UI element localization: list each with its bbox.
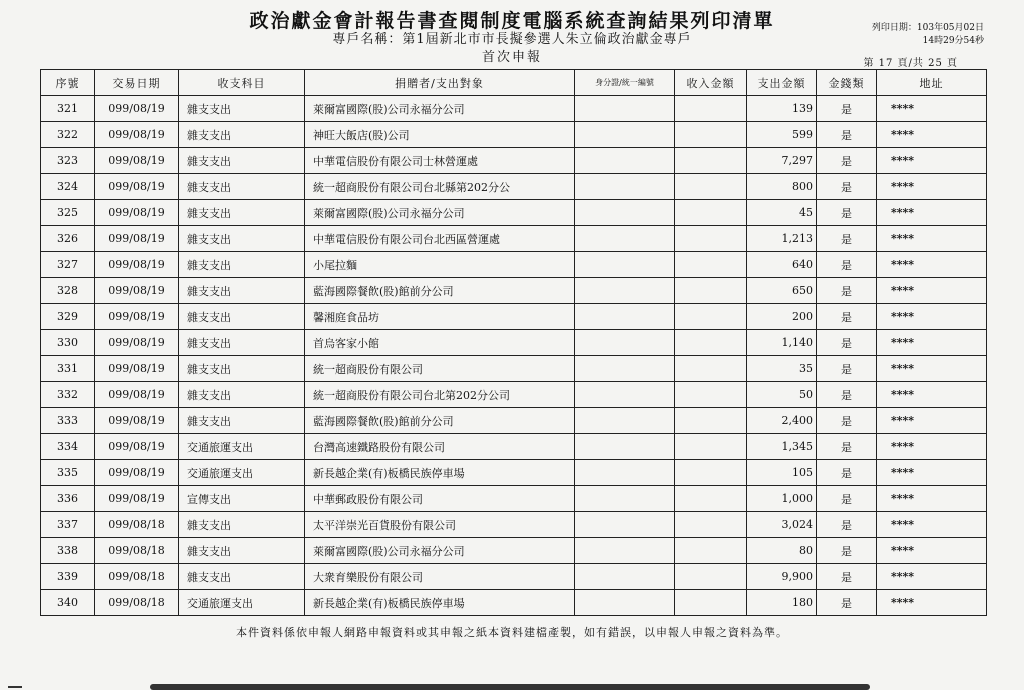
cell-payee: 統一超商股份有限公司台北縣第202分公 — [305, 174, 575, 200]
cell-payee: 台灣高速鐵路股份有限公司 — [305, 434, 575, 460]
cell-category: 雜支支出 — [179, 148, 305, 174]
cell-monetary: 是 — [817, 330, 877, 356]
cell-income — [675, 486, 747, 512]
cell-expense: 80 — [747, 538, 817, 564]
cell-address: **** — [877, 174, 987, 200]
cell-date: 099/08/19 — [95, 278, 179, 304]
cell-category: 雜支支出 — [179, 226, 305, 252]
cell-expense: 1,345 — [747, 434, 817, 460]
cell-id — [575, 226, 675, 252]
cell-income — [675, 408, 747, 434]
cell-seq: 332 — [41, 382, 95, 408]
cell-id — [575, 122, 675, 148]
table-row — [41, 512, 987, 538]
cell-id — [575, 590, 675, 616]
cell-payee: 藍海國際餐飲(股)館前分公司 — [305, 408, 575, 434]
cell-date: 099/08/19 — [95, 304, 179, 330]
cell-income — [675, 512, 747, 538]
cell-category: 雜支支出 — [179, 564, 305, 590]
cell-income — [675, 538, 747, 564]
cell-id — [575, 512, 675, 538]
cell-category: 雜支支出 — [179, 122, 305, 148]
cell-seq: 334 — [41, 434, 95, 460]
print-time: 14時29分54秒 — [922, 36, 984, 46]
cell-payee: 萊爾富國際(股)公司永福分公司 — [305, 200, 575, 226]
cell-payee: 萊爾富國際(股)公司永福分公司 — [305, 96, 575, 122]
cell-address: **** — [877, 226, 987, 252]
cell-seq: 340 — [41, 590, 95, 616]
cell-date: 099/08/19 — [95, 356, 179, 382]
cell-expense: 105 — [747, 460, 817, 486]
cell-seq: 321 — [41, 96, 95, 122]
table-row — [41, 434, 987, 460]
cell-id — [575, 304, 675, 330]
cell-monetary: 是 — [817, 304, 877, 330]
cell-income — [675, 590, 747, 616]
cell-date: 099/08/19 — [95, 226, 179, 252]
cell-category: 雜支支出 — [179, 408, 305, 434]
cell-monetary: 是 — [817, 356, 877, 382]
cell-expense: 35 — [747, 356, 817, 382]
cell-date: 099/08/18 — [95, 564, 179, 590]
cell-category: 交通旅運支出 — [179, 590, 305, 616]
cell-monetary: 是 — [817, 434, 877, 460]
cell-address: **** — [877, 590, 987, 616]
table-header-row — [41, 70, 987, 96]
cell-address: **** — [877, 278, 987, 304]
cell-income — [675, 330, 747, 356]
cell-category: 雜支支出 — [179, 200, 305, 226]
cell-category: 交通旅運支出 — [179, 434, 305, 460]
cell-income — [675, 304, 747, 330]
cell-income — [675, 460, 747, 486]
cell-date: 099/08/19 — [95, 200, 179, 226]
cell-monetary: 是 — [817, 408, 877, 434]
cell-payee: 中華電信股份有限公司台北西區營運處 — [305, 226, 575, 252]
col-seq: 序號 — [41, 70, 95, 96]
cell-payee: 神旺大飯店(股)公司 — [305, 122, 575, 148]
cell-payee: 中華電信股份有限公司士林營運處 — [305, 148, 575, 174]
cell-category: 雜支支出 — [179, 330, 305, 356]
cell-expense: 9,900 — [747, 564, 817, 590]
table-row — [41, 304, 987, 330]
cell-expense: 599 — [747, 122, 817, 148]
cell-monetary: 是 — [817, 148, 877, 174]
cell-id — [575, 148, 675, 174]
cell-address: **** — [877, 486, 987, 512]
cell-date: 099/08/18 — [95, 538, 179, 564]
cell-id — [575, 330, 675, 356]
cell-income — [675, 382, 747, 408]
table-row — [41, 538, 987, 564]
cell-address: **** — [877, 564, 987, 590]
cell-seq: 338 — [41, 538, 95, 564]
table-row — [41, 122, 987, 148]
cell-monetary: 是 — [817, 564, 877, 590]
cell-payee: 統一超商股份有限公司 — [305, 356, 575, 382]
cell-address: **** — [877, 434, 987, 460]
cell-id — [575, 278, 675, 304]
cell-monetary: 是 — [817, 512, 877, 538]
cell-seq: 331 — [41, 356, 95, 382]
cell-expense: 7,297 — [747, 148, 817, 174]
cell-category: 雜支支出 — [179, 538, 305, 564]
footer-note: 本件資料係依申報人網路申報資料或其申報之紙本資料建檔產製，如有錯誤，以申報人申報之資料為準。 — [236, 626, 788, 639]
cell-address: **** — [877, 304, 987, 330]
cell-id — [575, 200, 675, 226]
cell-income — [675, 226, 747, 252]
table-row — [41, 590, 987, 616]
cell-monetary: 是 — [817, 200, 877, 226]
cell-address: **** — [877, 200, 987, 226]
table-row — [41, 408, 987, 434]
cell-expense: 3,024 — [747, 512, 817, 538]
cell-date: 099/08/18 — [95, 512, 179, 538]
table-row — [41, 226, 987, 252]
cell-payee: 太平洋崇光百貨股份有限公司 — [305, 512, 575, 538]
cell-expense: 1,140 — [747, 330, 817, 356]
table-row — [41, 382, 987, 408]
cell-id — [575, 538, 675, 564]
cell-id — [575, 174, 675, 200]
cell-id — [575, 564, 675, 590]
cell-date: 099/08/19 — [95, 408, 179, 434]
cell-income — [675, 96, 747, 122]
cell-id — [575, 252, 675, 278]
cell-income — [675, 122, 747, 148]
cell-date: 099/08/19 — [95, 174, 179, 200]
cell-expense: 650 — [747, 278, 817, 304]
cell-payee: 新長越企業(有)板橋民族停車場 — [305, 590, 575, 616]
cell-id — [575, 96, 675, 122]
cell-address: **** — [877, 122, 987, 148]
cell-category: 雜支支出 — [179, 304, 305, 330]
table-row — [41, 148, 987, 174]
cell-address: **** — [877, 356, 987, 382]
col-id: 身分證/統一編號 — [575, 70, 675, 96]
cell-seq: 333 — [41, 408, 95, 434]
cell-payee: 中華郵政股份有限公司 — [305, 486, 575, 512]
transactions-table — [40, 69, 987, 616]
cell-monetary: 是 — [817, 460, 877, 486]
cell-income — [675, 174, 747, 200]
table-row — [41, 252, 987, 278]
table-row — [41, 356, 987, 382]
cell-monetary: 是 — [817, 122, 877, 148]
cell-seq: 323 — [41, 148, 95, 174]
cell-expense: 800 — [747, 174, 817, 200]
cell-monetary: 是 — [817, 226, 877, 252]
cell-address: **** — [877, 512, 987, 538]
cell-id — [575, 486, 675, 512]
cell-id — [575, 434, 675, 460]
cell-id — [575, 460, 675, 486]
report-title: 政治獻金會計報告書查閱制度電腦系統查詢結果列印清單 — [249, 10, 775, 32]
cell-date: 099/08/19 — [95, 460, 179, 486]
cell-expense: 180 — [747, 590, 817, 616]
cell-category: 雜支支出 — [179, 278, 305, 304]
cell-id — [575, 382, 675, 408]
cell-date: 099/08/19 — [95, 486, 179, 512]
cell-category: 雜支支出 — [179, 382, 305, 408]
print-date: 列印日期：103年05月02日 — [871, 23, 984, 33]
table-row — [41, 278, 987, 304]
cell-date: 099/08/19 — [95, 252, 179, 278]
scan-edge-line — [150, 684, 870, 690]
cell-expense: 139 — [747, 96, 817, 122]
cell-monetary: 是 — [817, 174, 877, 200]
cell-id — [575, 356, 675, 382]
cell-expense: 200 — [747, 304, 817, 330]
col-category: 收支科目 — [179, 70, 305, 96]
cell-address: **** — [877, 96, 987, 122]
table-row — [41, 200, 987, 226]
table-row — [41, 486, 987, 512]
cell-address: **** — [877, 460, 987, 486]
cell-seq: 328 — [41, 278, 95, 304]
cell-monetary: 是 — [817, 382, 877, 408]
print-info — [872, 22, 984, 48]
cell-date: 099/08/19 — [95, 122, 179, 148]
cell-payee: 萊爾富國際(股)公司永福分公司 — [305, 538, 575, 564]
cell-payee: 首烏客家小館 — [305, 330, 575, 356]
cell-monetary: 是 — [817, 278, 877, 304]
table-row — [41, 96, 987, 122]
col-monetary: 金錢類 — [817, 70, 877, 96]
cell-date: 099/08/19 — [95, 382, 179, 408]
cell-payee: 大衆育樂股份有限公司 — [305, 564, 575, 590]
col-date: 交易日期 — [95, 70, 179, 96]
table-row — [41, 174, 987, 200]
table-row — [41, 330, 987, 356]
cell-income — [675, 200, 747, 226]
cell-address: **** — [877, 408, 987, 434]
cell-income — [675, 278, 747, 304]
report-type: 首次申報 — [481, 50, 542, 65]
col-address: 地址 — [877, 70, 987, 96]
cell-category: 宣傳支出 — [179, 486, 305, 512]
cell-expense: 2,400 — [747, 408, 817, 434]
cell-monetary: 是 — [817, 252, 877, 278]
cell-expense: 1,213 — [747, 226, 817, 252]
cell-address: **** — [877, 148, 987, 174]
cell-category: 雜支支出 — [179, 252, 305, 278]
cell-income — [675, 356, 747, 382]
cell-seq: 336 — [41, 486, 95, 512]
cell-address: **** — [877, 252, 987, 278]
cell-date: 099/08/18 — [95, 590, 179, 616]
cell-expense: 50 — [747, 382, 817, 408]
cell-seq: 324 — [41, 174, 95, 200]
account-name: 專戶名稱：第1屆新北市市長擬參選人朱立倫政治獻金專戶 — [332, 32, 692, 47]
cell-expense: 1,000 — [747, 486, 817, 512]
table-body — [41, 96, 987, 616]
table-row — [41, 460, 987, 486]
col-expense: 支出金額 — [747, 70, 817, 96]
cell-income — [675, 564, 747, 590]
cell-seq: 329 — [41, 304, 95, 330]
cell-seq: 330 — [41, 330, 95, 356]
cell-category: 雜支支出 — [179, 512, 305, 538]
cell-monetary: 是 — [817, 538, 877, 564]
cell-address: **** — [877, 330, 987, 356]
cell-date: 099/08/19 — [95, 96, 179, 122]
cell-monetary: 是 — [817, 96, 877, 122]
cell-payee: 新長越企業(有)板橋民族停車場 — [305, 460, 575, 486]
cell-id — [575, 408, 675, 434]
cell-expense: 45 — [747, 200, 817, 226]
cell-payee: 統一超商股份有限公司台北第202分公司 — [305, 382, 575, 408]
col-payee: 捐贈者/支出對象 — [305, 70, 575, 96]
cell-category: 雜支支出 — [179, 174, 305, 200]
cell-seq: 339 — [41, 564, 95, 590]
cell-income — [675, 148, 747, 174]
cell-address: **** — [877, 382, 987, 408]
cell-seq: 325 — [41, 200, 95, 226]
cell-category: 雜支支出 — [179, 96, 305, 122]
cell-category: 交通旅運支出 — [179, 460, 305, 486]
cell-date: 099/08/19 — [95, 434, 179, 460]
cell-seq: 327 — [41, 252, 95, 278]
cell-payee: 馨湘庭食品坊 — [305, 304, 575, 330]
cell-monetary: 是 — [817, 590, 877, 616]
cell-category: 雜支支出 — [179, 356, 305, 382]
cell-expense: 640 — [747, 252, 817, 278]
col-income: 收入金額 — [675, 70, 747, 96]
scan-edge-mark — [8, 686, 22, 688]
cell-date: 099/08/19 — [95, 148, 179, 174]
page-count: 第 17 頁/共 25 頁 — [863, 58, 958, 69]
cell-seq: 322 — [41, 122, 95, 148]
cell-payee: 藍海國際餐飲(股)館前分公司 — [305, 278, 575, 304]
cell-address: **** — [877, 538, 987, 564]
cell-date: 099/08/19 — [95, 330, 179, 356]
cell-payee: 小尾拉麵 — [305, 252, 575, 278]
cell-income — [675, 434, 747, 460]
cell-seq: 326 — [41, 226, 95, 252]
cell-seq: 335 — [41, 460, 95, 486]
cell-monetary: 是 — [817, 486, 877, 512]
table-row — [41, 564, 987, 590]
cell-seq: 337 — [41, 512, 95, 538]
cell-income — [675, 252, 747, 278]
